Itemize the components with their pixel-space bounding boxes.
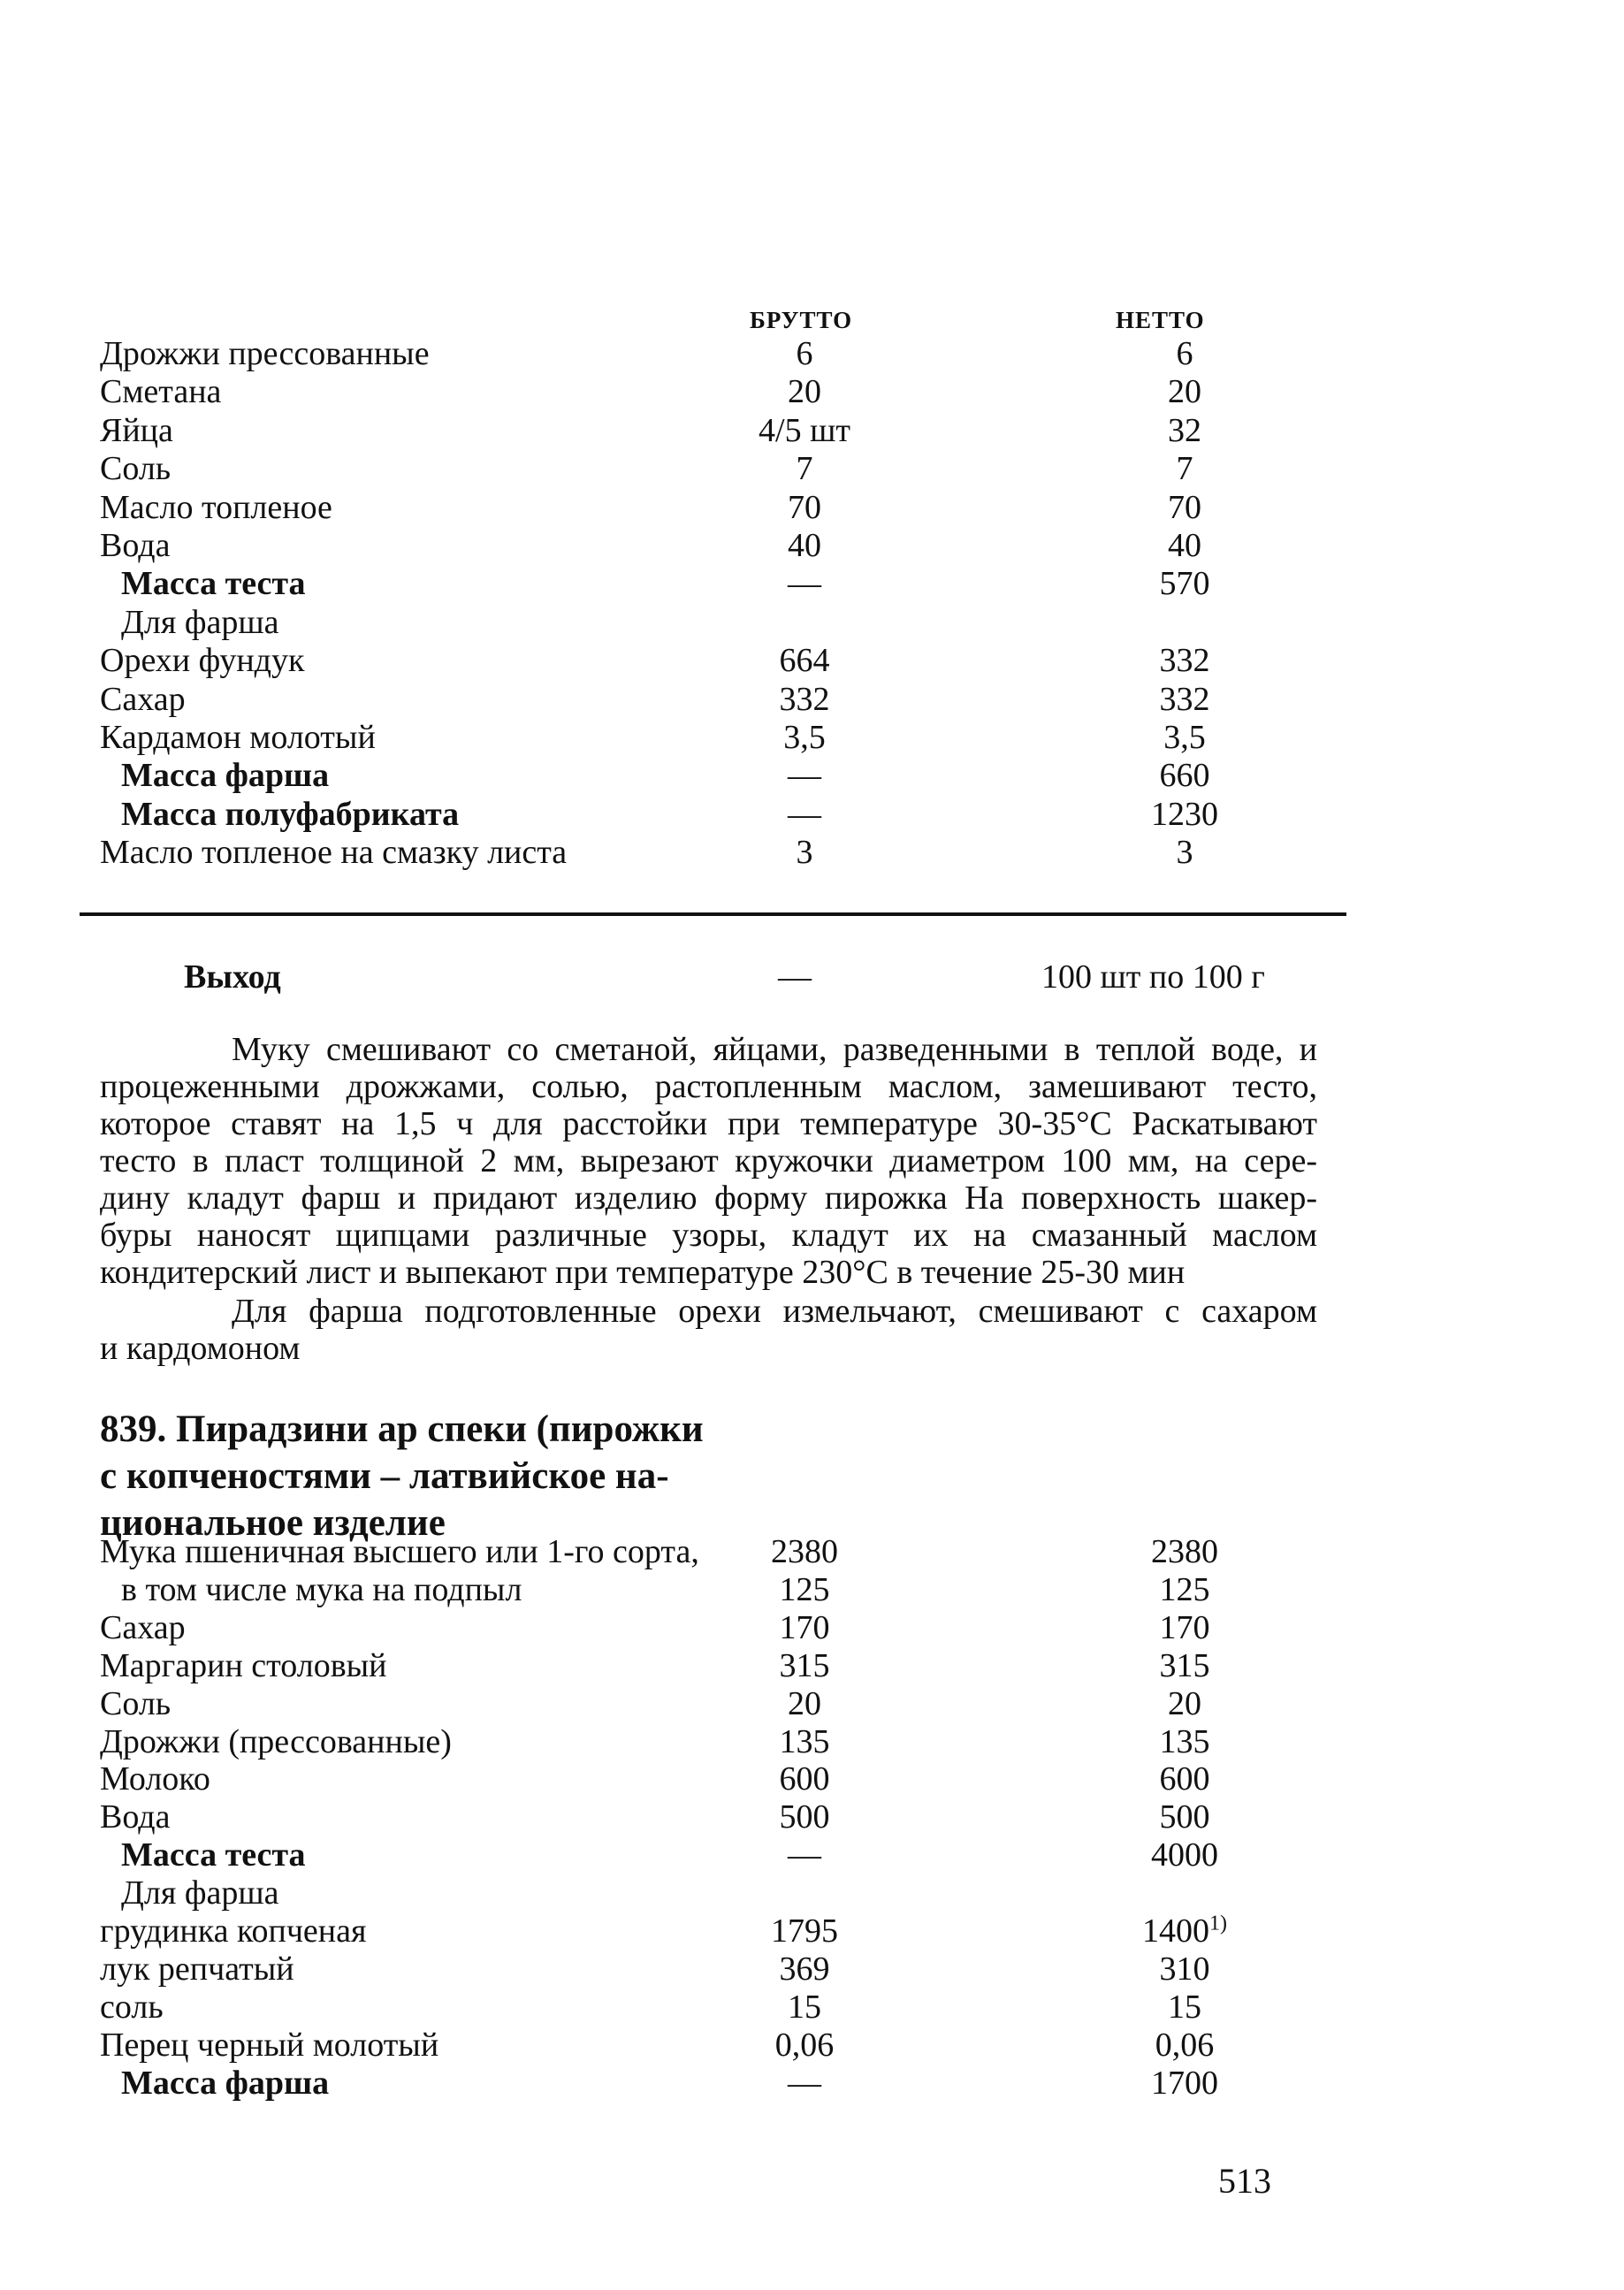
table-row bbox=[0, 1684, 1624, 1723]
footnote-marker: 1) bbox=[1209, 1912, 1227, 1935]
brutto-value: 135 bbox=[779, 1722, 830, 1760]
netto-number: 135 bbox=[1159, 1722, 1210, 1760]
brutto-value: — bbox=[788, 2064, 821, 2102]
brutto-value: 20 bbox=[788, 1684, 821, 1722]
ingredient-name: Яйца bbox=[100, 411, 173, 449]
brutto-value: 600 bbox=[779, 1760, 830, 1798]
ingredient-name: Масса фарша bbox=[121, 2064, 330, 2102]
netto-number: 15 bbox=[1168, 1988, 1201, 2026]
brutto-value: — bbox=[788, 757, 821, 795]
table-row bbox=[0, 1874, 1624, 1912]
netto-number: 3,5 bbox=[1163, 719, 1206, 756]
netto-value bbox=[1127, 1950, 1242, 1988]
netto-value bbox=[1127, 756, 1242, 795]
ingredient-name: Масса теста bbox=[121, 565, 306, 603]
ingredient-name: Сметана bbox=[100, 373, 222, 411]
output-netto: 100 шт по 100 г bbox=[1041, 958, 1265, 996]
netto-number: 6 bbox=[1176, 335, 1193, 372]
netto-value bbox=[1127, 641, 1242, 680]
netto-value bbox=[1127, 334, 1242, 373]
ingredient-name: лук репчатый bbox=[100, 1950, 294, 1988]
ingredient-name: Вода bbox=[100, 527, 171, 564]
netto-number: 0,06 bbox=[1155, 2026, 1215, 2064]
table-row bbox=[0, 795, 1624, 834]
netto-number: 1700 bbox=[1151, 2064, 1218, 2102]
ingredient-name: Дрожжи (прессованные) bbox=[100, 1722, 452, 1760]
netto-value bbox=[1127, 449, 1242, 488]
table-row bbox=[0, 488, 1624, 527]
ingredient-name: Соль bbox=[100, 1684, 172, 1722]
brutto-value: 170 bbox=[779, 1608, 830, 1646]
netto-number: 310 bbox=[1159, 1950, 1210, 1988]
table-row bbox=[0, 1988, 1624, 2027]
netto-value bbox=[1127, 2026, 1242, 2065]
table-row bbox=[0, 680, 1624, 719]
table-row bbox=[0, 411, 1624, 450]
netto-value bbox=[1127, 1570, 1242, 1609]
table-row bbox=[0, 449, 1624, 488]
table-row bbox=[0, 1950, 1624, 1988]
brutto-value: 0,06 bbox=[774, 2026, 835, 2064]
ingredient-name: грудинка копченая bbox=[100, 1912, 367, 1950]
netto-number: 70 bbox=[1168, 488, 1201, 526]
brutto-value: 500 bbox=[779, 1798, 830, 1836]
table-row bbox=[0, 1798, 1624, 1836]
brutto-value: 15 bbox=[788, 1988, 821, 2026]
netto-number: 170 bbox=[1159, 1608, 1210, 1646]
brutto-value: 369 bbox=[779, 1950, 830, 1988]
netto-value bbox=[1127, 680, 1242, 719]
netto-number: 4000 bbox=[1151, 1836, 1218, 1874]
ingredient-name: Масса полуфабриката bbox=[121, 795, 460, 833]
output-label: Выход bbox=[184, 958, 281, 996]
netto-number: 125 bbox=[1159, 1570, 1210, 1608]
paragraph-line: и кардомоном bbox=[100, 1330, 301, 1367]
paragraph-line: Для фарша подготовленные орехи измельчают, смешивают с сахаром bbox=[232, 1293, 1317, 1330]
table-row bbox=[0, 756, 1624, 795]
netto-value bbox=[1127, 488, 1242, 527]
ingredient-name: Для фарша bbox=[121, 1874, 279, 1912]
table-row bbox=[0, 1608, 1624, 1647]
netto-value bbox=[1127, 372, 1242, 411]
ingredient-name: Масло топленое bbox=[100, 488, 332, 526]
netto-number: 3 bbox=[1176, 834, 1193, 872]
output-brutto: — bbox=[778, 958, 812, 996]
brutto-value: 125 bbox=[779, 1570, 830, 1608]
netto-value bbox=[1127, 2064, 1242, 2103]
table-row bbox=[0, 2026, 1624, 2065]
table-row bbox=[0, 1532, 1624, 1571]
brutto-value: 7 bbox=[796, 450, 813, 488]
recipe-title-line: циональное изделие bbox=[100, 1502, 446, 1544]
netto-number: 500 bbox=[1159, 1798, 1210, 1836]
table-row bbox=[0, 334, 1624, 373]
ingredient-name: Масса фарша bbox=[121, 757, 330, 795]
netto-value bbox=[1127, 1912, 1242, 1950]
ingredient-name: Сахар bbox=[100, 680, 186, 718]
table-row bbox=[0, 1570, 1624, 1609]
brutto-value: — bbox=[788, 1836, 821, 1874]
netto-number: 32 bbox=[1168, 411, 1201, 449]
ingredient-name: Мука пшеничная высшего или 1-го сорта, bbox=[100, 1533, 699, 1570]
table-row bbox=[0, 1912, 1624, 1950]
brutto-value: 70 bbox=[788, 488, 821, 526]
netto-number: 660 bbox=[1159, 757, 1210, 795]
column-header-netto: НЕТТО bbox=[1116, 307, 1205, 333]
preparation-paragraph bbox=[100, 1031, 1317, 1291]
paragraph-line: кондитерский лист и выпекают при температуре 230°С в течение 25-30 мин bbox=[100, 1254, 1186, 1291]
ingredient-name: Вода bbox=[100, 1798, 171, 1836]
brutto-value: — bbox=[788, 795, 821, 833]
table-row bbox=[0, 833, 1624, 872]
column-header-brutto: БРУТТО bbox=[750, 307, 853, 333]
table-row bbox=[0, 641, 1624, 680]
paragraph-line: которое ставят на 1,5 ч для расстойки при температуре 30-35°С Раскатывают bbox=[100, 1105, 1317, 1142]
netto-number: 20 bbox=[1168, 373, 1201, 411]
ingredient-name: Перец черный молотый bbox=[100, 2026, 439, 2064]
netto-number: 332 bbox=[1159, 642, 1210, 680]
netto-value bbox=[1127, 526, 1242, 565]
ingredient-name: Масло топленое на смазку листа bbox=[100, 834, 568, 872]
ingredient-name: в том числе мука на подпыл bbox=[121, 1570, 522, 1608]
ingredient-name: Кардамон молотый bbox=[100, 719, 376, 756]
netto-number: 20 bbox=[1168, 1684, 1201, 1722]
table-row bbox=[0, 372, 1624, 411]
recipe-title-line: 839. Пирадзини ар спеки (пирожки bbox=[100, 1408, 704, 1450]
ingredient-name: Дрожжи прессованные bbox=[100, 335, 430, 372]
brutto-value: 6 bbox=[796, 335, 813, 372]
netto-number: 570 bbox=[1159, 565, 1210, 603]
brutto-value: 2380 bbox=[771, 1533, 838, 1570]
brutto-value: 664 bbox=[779, 642, 830, 680]
ingredient-name: Для фарша bbox=[121, 603, 279, 641]
ingredient-name: Маргарин столовый bbox=[100, 1646, 387, 1684]
filling-paragraph bbox=[100, 1293, 1317, 1367]
ingredient-name: Молоко bbox=[100, 1760, 210, 1798]
brutto-value: 3 bbox=[796, 834, 813, 872]
ingredient-name: соль bbox=[100, 1988, 164, 2026]
page-number: 513 bbox=[1218, 2161, 1271, 2201]
netto-value bbox=[1127, 1646, 1242, 1685]
brutto-value: 1795 bbox=[771, 1912, 838, 1950]
netto-value bbox=[1127, 718, 1242, 757]
netto-value bbox=[1127, 1684, 1242, 1723]
brutto-value: 4/5 шт bbox=[759, 411, 850, 449]
netto-number: 315 bbox=[1159, 1646, 1210, 1684]
netto-number: 40 bbox=[1168, 527, 1201, 564]
netto-number: 600 bbox=[1159, 1760, 1210, 1798]
recipe-title-line: с копченостями – латвийское на- bbox=[100, 1455, 669, 1497]
ingredient-name: Масса теста bbox=[121, 1836, 306, 1874]
paragraph-line: буры наносят щипцами различные узоры, кладут их на смазанный маслом bbox=[100, 1217, 1317, 1254]
table-row bbox=[0, 1836, 1624, 1874]
netto-number: 2380 bbox=[1151, 1533, 1218, 1570]
netto-value bbox=[1127, 1836, 1242, 1874]
netto-number: 1400 bbox=[1142, 1912, 1209, 1950]
paragraph-line: тесто в пласт толщиной 2 мм, вырезают кружочки диаметром 100 мм, на сере- bbox=[100, 1142, 1317, 1179]
brutto-value: 332 bbox=[779, 680, 830, 718]
netto-number: 7 bbox=[1176, 450, 1193, 488]
netto-number: 1230 bbox=[1151, 795, 1218, 833]
table-row bbox=[0, 718, 1624, 757]
paragraph-line: дину кладут фарш и придают изделию форму пирожка На поверхность шакер- bbox=[100, 1179, 1317, 1217]
netto-value bbox=[1127, 1608, 1242, 1647]
brutto-value: 3,5 bbox=[783, 719, 826, 756]
table-row bbox=[0, 564, 1624, 603]
netto-number: 332 bbox=[1159, 680, 1210, 718]
brutto-value: 315 bbox=[779, 1646, 830, 1684]
brutto-value: — bbox=[788, 565, 821, 603]
ingredient-name: Орехи фундук bbox=[100, 642, 305, 680]
netto-value bbox=[1127, 795, 1242, 834]
table-row bbox=[0, 526, 1624, 565]
paragraph-line: Муку смешивают со сметаной, яйцами, разведенными в теплой воде, и bbox=[232, 1031, 1317, 1068]
table-row bbox=[0, 1722, 1624, 1761]
ingredient-name: Сахар bbox=[100, 1608, 186, 1646]
netto-value bbox=[1127, 411, 1242, 450]
table-row bbox=[0, 603, 1624, 642]
netto-value bbox=[1127, 1988, 1242, 2027]
table-row bbox=[0, 1759, 1624, 1798]
netto-value bbox=[1127, 1759, 1242, 1798]
recipe-title bbox=[100, 1406, 704, 1546]
ingredient-name: Соль bbox=[100, 450, 172, 488]
brutto-value: 40 bbox=[788, 527, 821, 564]
paragraph-line: процеженными дрожжами, солью, растопленным маслом, замешивают тесто, bbox=[100, 1068, 1317, 1105]
table-row bbox=[0, 1646, 1624, 1685]
table-row bbox=[0, 2064, 1624, 2103]
brutto-value: 20 bbox=[788, 373, 821, 411]
netto-value bbox=[1127, 1798, 1242, 1836]
netto-value bbox=[1127, 1722, 1242, 1761]
netto-value bbox=[1127, 1532, 1242, 1571]
divider-rule bbox=[80, 912, 1346, 916]
netto-value bbox=[1127, 833, 1242, 872]
netto-value bbox=[1127, 564, 1242, 603]
